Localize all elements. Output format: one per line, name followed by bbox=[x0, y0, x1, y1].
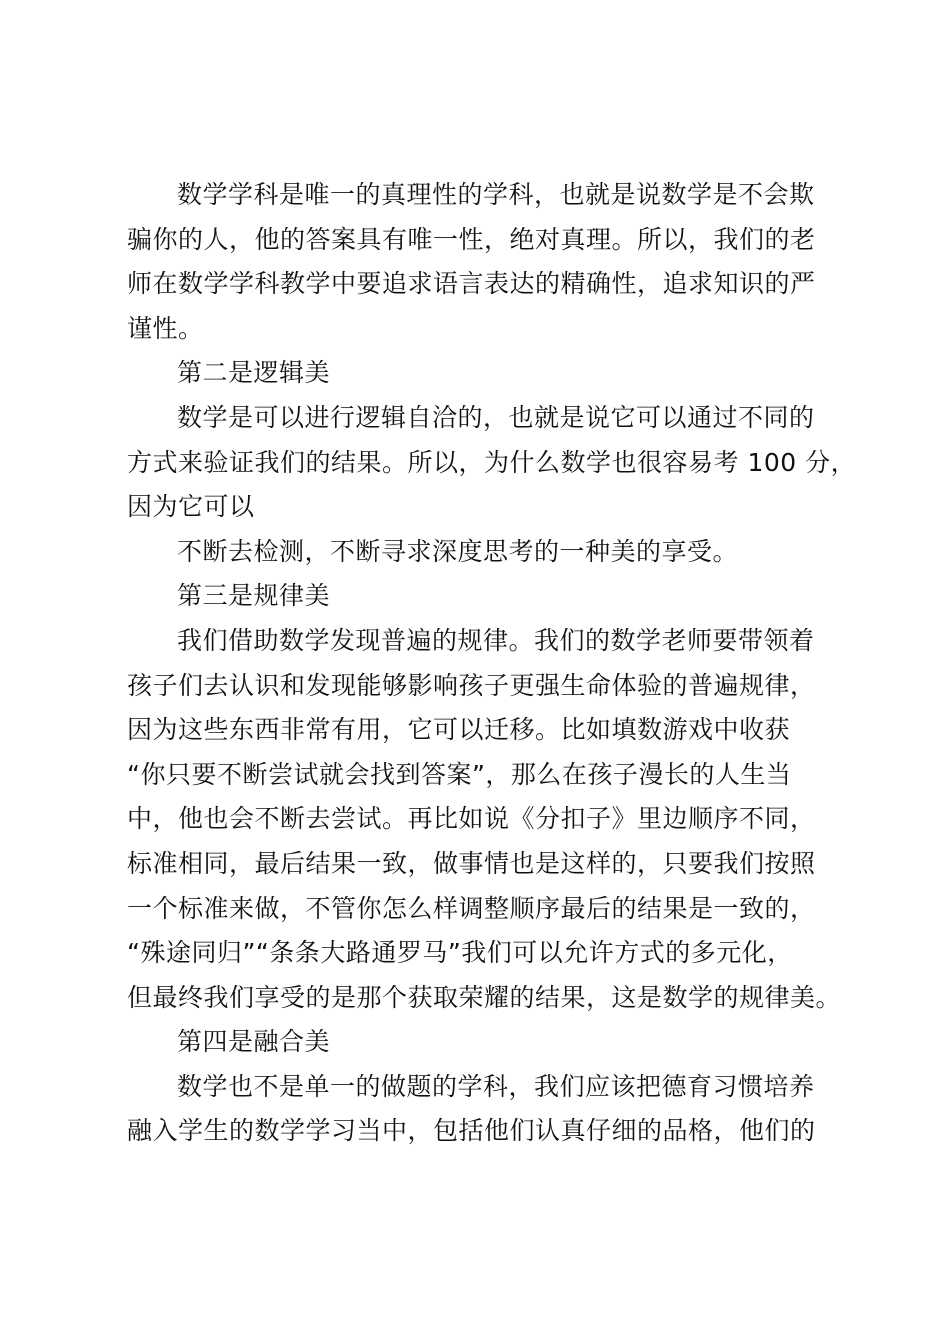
text-line: 数学也不是单一的做题的学科，我们应该把德育习惯培养 bbox=[177, 1071, 815, 1101]
text-line: 数学是可以进行逻辑自洽的，也就是说它可以通过不同的 bbox=[177, 402, 815, 432]
section-heading: 第四是融合美 bbox=[177, 1027, 331, 1057]
text-line: 融入学生的数学学习当中，包括他们认真仔细的品格，他们的 bbox=[127, 1116, 816, 1146]
text-line: 标准相同，最后结果一致，做事情也是这样的，只要我们按照 bbox=[127, 848, 816, 878]
section-heading: 第三是规律美 bbox=[177, 581, 331, 611]
text-line: 中，他也会不断去尝试。再比如说《分扣子》里边顺序不同， bbox=[127, 804, 816, 834]
text-line: 数学学科是唯一的真理性的学科，也就是说数学是不会欺 bbox=[177, 180, 815, 209]
text-line: 骗你的人，他的答案具有唯一性，绝对真理。所以，我们的老 bbox=[127, 224, 816, 254]
text-line: 但最终我们享受的是那个获取荣耀的结果，这是数学的规律美。 bbox=[127, 982, 842, 1012]
text-line: 一个标准来做，不管你怎么样调整顺序最后的结果是一致的， bbox=[127, 893, 816, 923]
document-body bbox=[127, 173, 857, 1154]
text-line: “你只要不断尝试就会找到答案”，那么在孩子漫长的人生当 bbox=[127, 759, 792, 789]
text-line: 孩子们去认识和发现能够影响孩子更强生命体验的普遍规律， bbox=[127, 670, 816, 700]
text-line: 方式来验证我们的结果。所以，为什么数学也很容易考 100 分， bbox=[127, 447, 857, 477]
text-line: 师在数学学科教学中要追求语言表达的精确性，追求知识的严 bbox=[127, 269, 816, 299]
text-line: 因为它可以 bbox=[127, 492, 255, 522]
text-line: “殊途同归”“条条大路通罗马”我们可以允许方式的多元化， bbox=[127, 938, 793, 968]
text-line: 谨性。 bbox=[127, 313, 204, 343]
text-line: 我们借助数学发现普遍的规律。我们的数学老师要带领着 bbox=[177, 625, 815, 655]
text-line: 不断去检测，不断寻求深度思考的一种美的享受。 bbox=[177, 536, 739, 566]
section-heading: 第二是逻辑美 bbox=[177, 358, 331, 388]
text-line: 因为这些东西非常有用，它可以迁移。比如填数游戏中收获 bbox=[127, 715, 791, 745]
